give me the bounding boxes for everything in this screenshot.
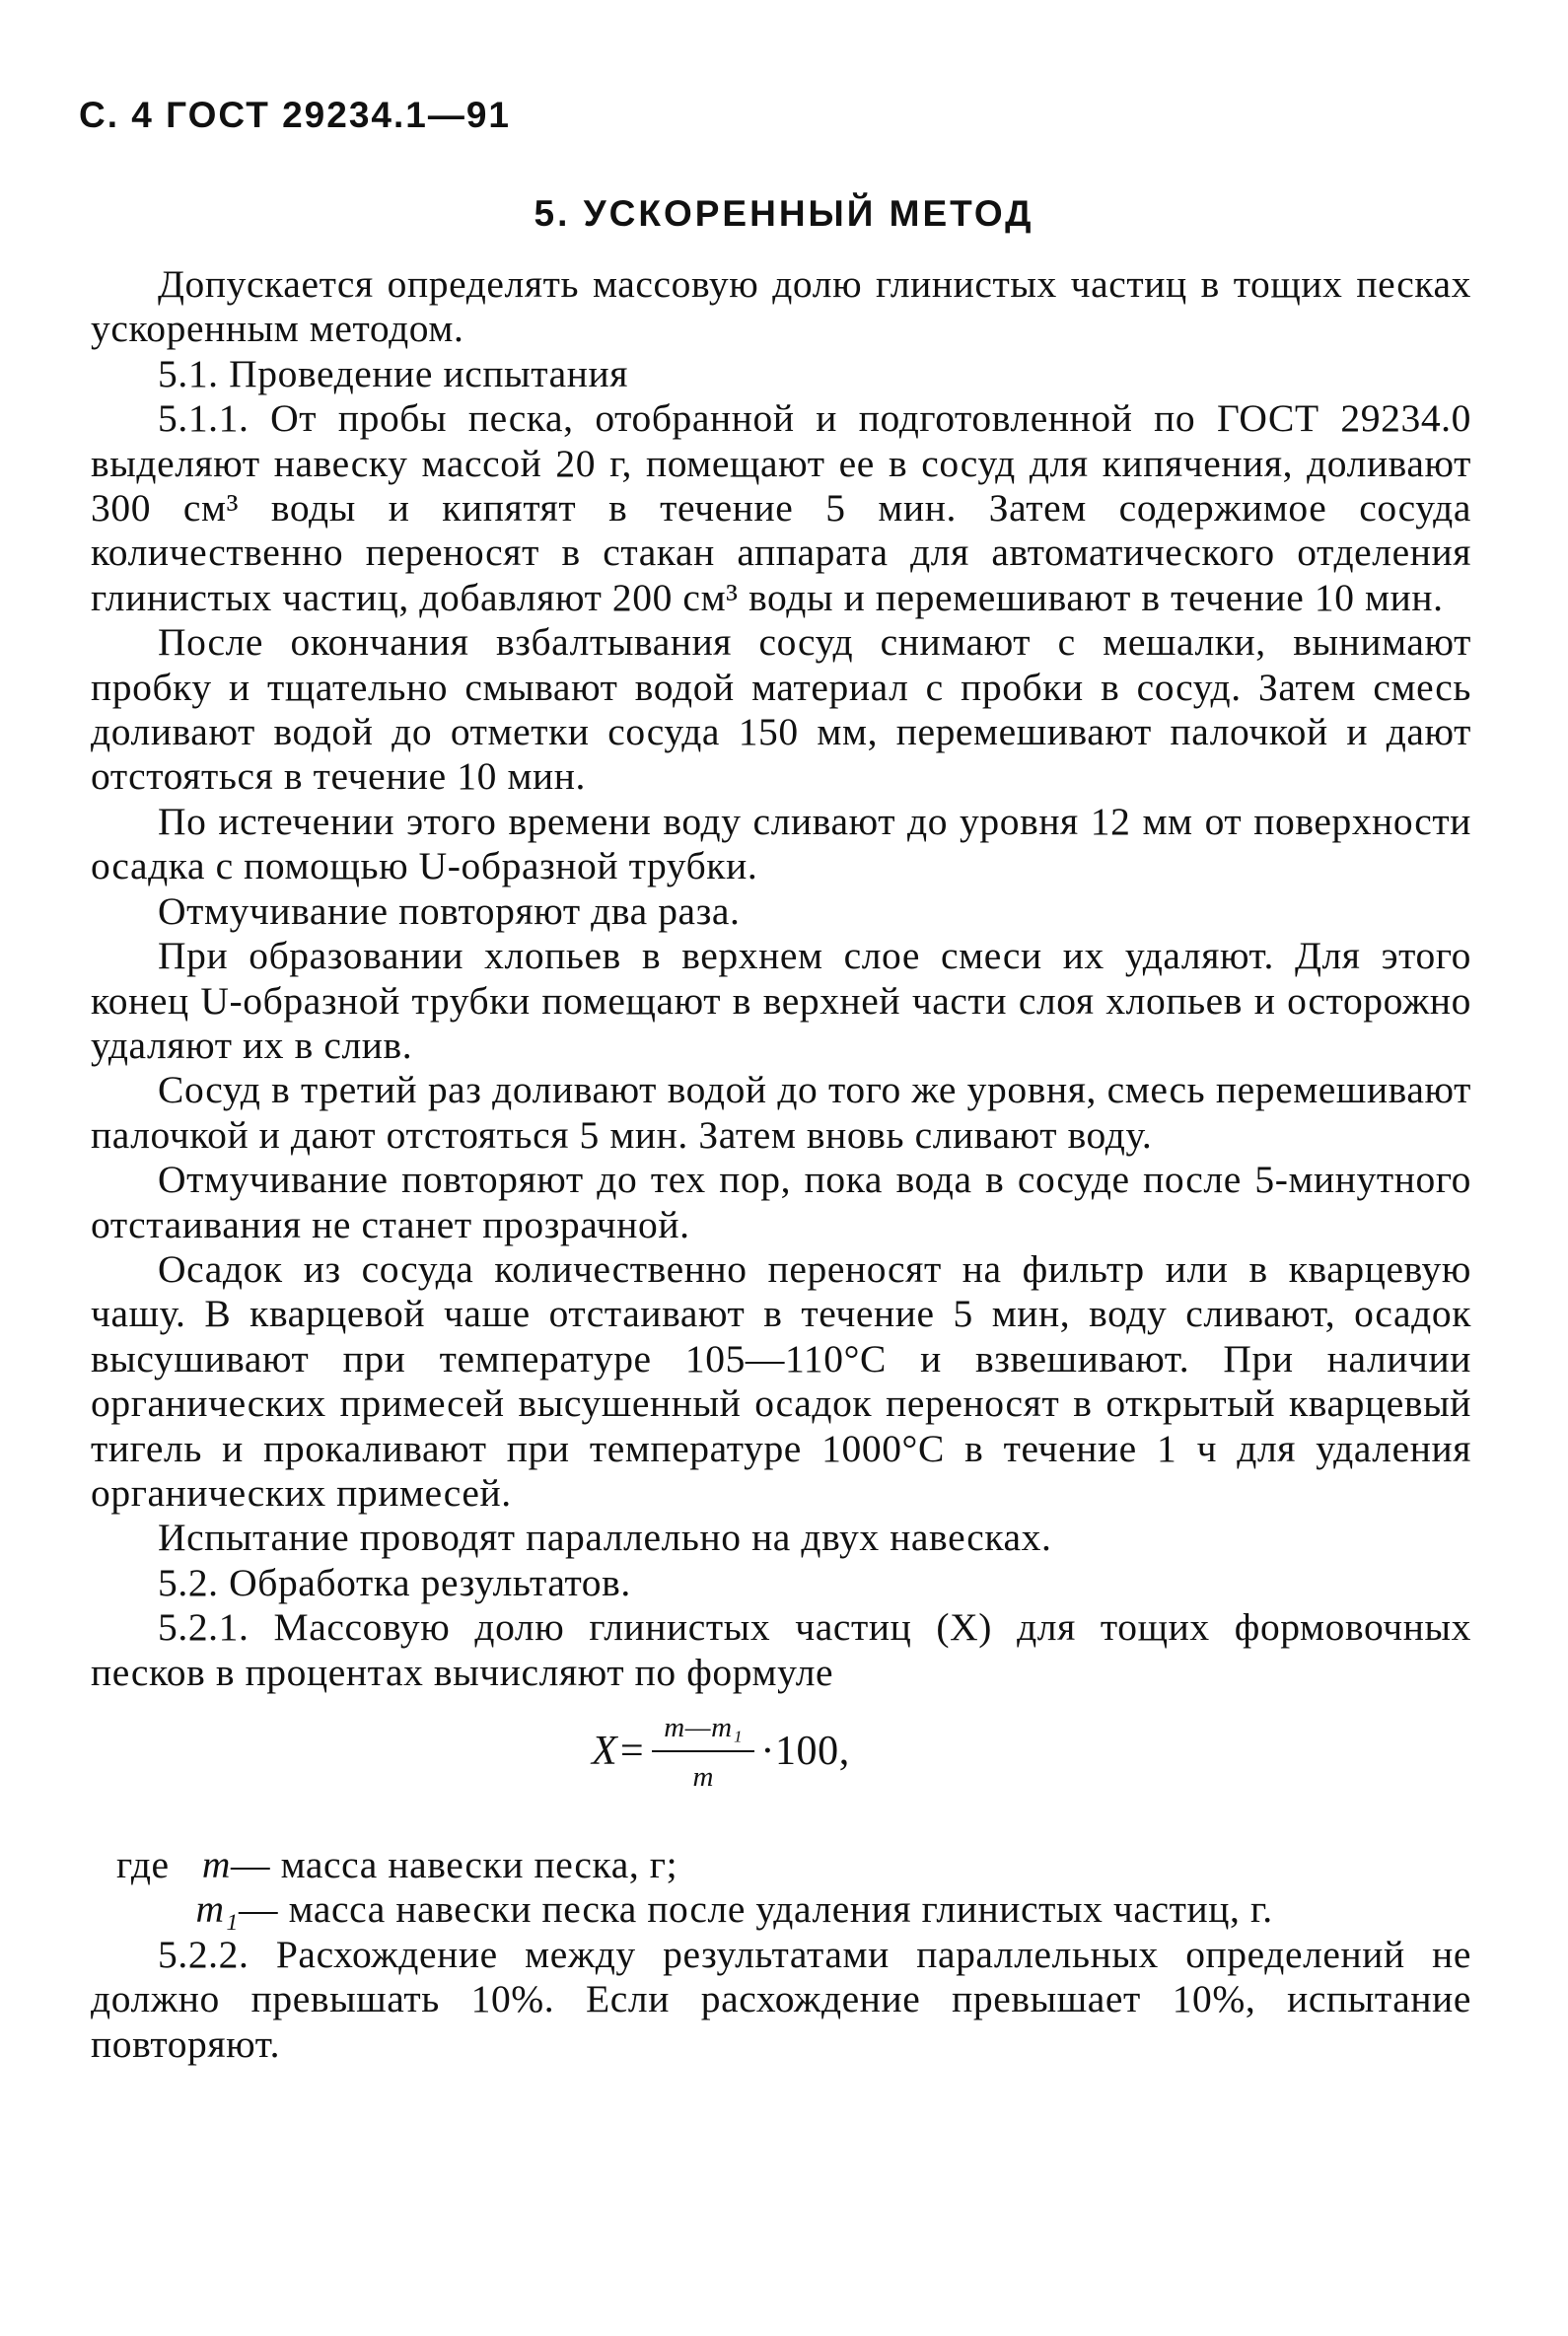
formula-block xyxy=(91,1695,1471,1831)
section-title: 5. УСКОРЕННЫЙ МЕТОД xyxy=(534,193,1034,234)
paragraph-repeat-twice: Отмучивание повторяют два раза. xyxy=(158,888,741,933)
paragraph-5-2-2: 5.2.2. Расхождение между результатами параллельных определений не должно превышать 10%. Если расхождение превышает 10%, испытание повторяют. xyxy=(91,1932,1471,2066)
definition-row xyxy=(91,1843,1471,1887)
paragraph-draining: По истечении этого времени воду сливают до уровня 12 мм от поверхности осадка с помощью U-образной трубки. xyxy=(91,799,1471,888)
page-header: С. 4 ГОСТ 29234.1—91 xyxy=(79,95,511,135)
document-body xyxy=(91,262,1471,2067)
paragraph-intro: Допускается определять массовую долю глинистых частиц в тощих песках ускоренным методом. xyxy=(91,262,1471,351)
definition-symbol: m xyxy=(201,1843,231,1886)
formula-lhs: X= xyxy=(592,1729,647,1775)
paragraph-third-fill: Сосуд в третий раз доливают водой до того же уровня, смесь перемешивают палочкой и дают отстояться 5 мин. Затем вновь сливают воду. xyxy=(91,1068,1471,1157)
paragraph-flakes: При образовании хлопьев в верхнем слое смеси их удаляют. Для этого конец U-образной трубки помещают в верхней части слоя хлопьев и осторожно удаляют их в слив. xyxy=(91,934,1471,1067)
definition-text: — масса навески песка после удаления глинистых частиц, г. xyxy=(239,1887,1273,1932)
definition-symbol: m₁ xyxy=(195,1887,239,1932)
formula-fraction xyxy=(652,1711,754,1794)
paragraph-shaking: После окончания взбалтывания сосуд снимают с мешалки, вынимают пробку и тщательно смывают водой материал с пробки в сосуд. Затем смесь доливают водой до отметки сосуда 150 мм, перемешивают палочкой и дают отстояться в течение 10 мин. xyxy=(91,620,1471,799)
formula-numerator: m—m₁ xyxy=(652,1711,754,1752)
definition-text: — масса навески песка, г; xyxy=(231,1843,678,1886)
subsection-heading-5-1: 5.1. Проведение испытания xyxy=(158,351,628,395)
formula xyxy=(592,1711,850,1794)
formula-rhs: ·100, xyxy=(760,1729,850,1775)
paragraph-5-2-1: 5.2.1. Массовую долю глинистых частиц (X) для тощих формовочных песков в процентах вычисляют по формуле xyxy=(91,1605,1471,1694)
paragraph-5-1-1: 5.1.1. От пробы песка, отобранной и подготовленной по ГОСТ 29234.0 выделяют навеску массой 20 г, помещают ее в сосуд для кипячения, доливают 300 см³ воды и кипятят в течение 5 мин. Затем содержимое сосуда количественно переносят в стакан аппарата для автоматического отделения глинистых частиц, добавляют 200 см³ воды и перемешивают в течение 10 мин. xyxy=(91,396,1471,619)
subsection-heading-5-2: 5.2. Обработка результатов. xyxy=(158,1560,631,1604)
paragraph-sediment: Осадок из сосуда количественно переносят на фильтр или в кварцевую чашу. В кварцевой чаше отстаивают в течение 5 мин, воду сливают, осадок высушивают при температуре 105—110°С и взвешивают. При наличии органических примесей высушенный осадок переносят в открытый кварцевый тигель и прокаливают при температуре 1000°С в течение 1 ч для удаления органических примесей. xyxy=(91,1246,1471,1515)
definitions-list xyxy=(91,1843,1471,1933)
paragraph-parallel-test: Испытание проводят параллельно на двух навесках. xyxy=(158,1516,1052,1560)
definition-row xyxy=(91,1887,1471,1932)
paragraph-repeat-until-clear: Отмучивание повторяют до тех пор, пока вода в сосуде после 5-минутного отстаивания не станет прозрачной. xyxy=(91,1158,1471,1246)
formula-denominator: m xyxy=(692,1761,715,1793)
definitions-lead: где xyxy=(116,1843,170,1886)
